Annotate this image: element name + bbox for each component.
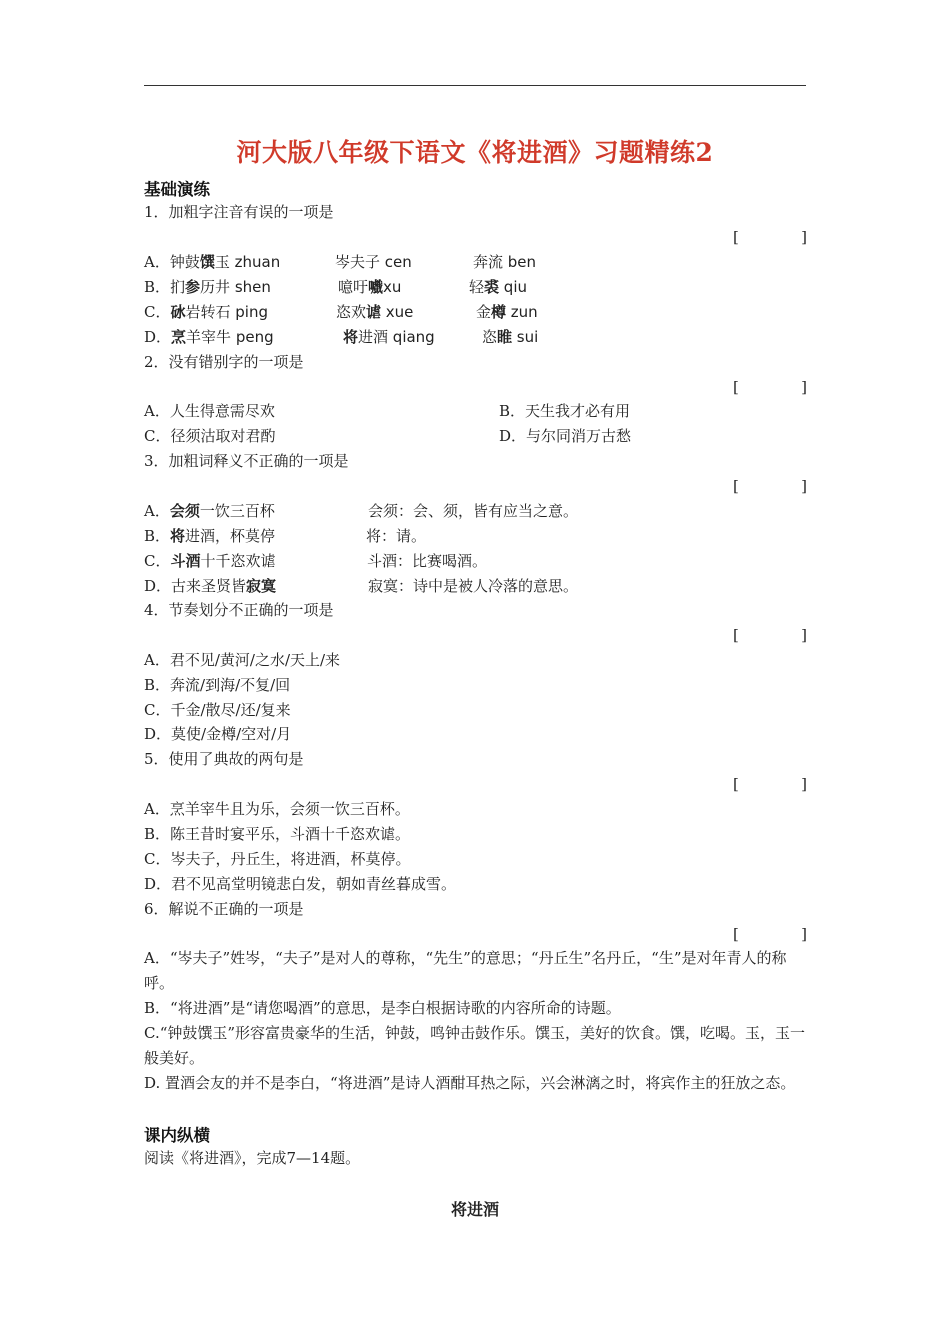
q2-option-c: C．径须沽取对君酌	[144, 427, 276, 445]
pinyin: ping	[235, 303, 268, 321]
bold-char: 参	[185, 278, 201, 296]
q6-option-a: A．“岑夫子”姓岑，“夫子”是对人的尊称，“先生”的意思；“丹丘生”名丹丘，“生”是对年青人的称呼。	[144, 949, 787, 992]
question-5-stem: 5．使用了典故的两句是	[144, 750, 304, 768]
q1-option-a	[144, 252, 280, 272]
q2-option-a: A．人生得意需尽欢	[144, 402, 275, 420]
text: 羊宰牛	[186, 328, 236, 346]
q1-option-b	[144, 277, 271, 297]
q5-option-c: C．岑夫子，丹丘生，将进酒，杯莫停。	[144, 850, 411, 868]
question-6-stem: 6．解说不正确的一项是	[144, 900, 304, 918]
q6-option-b: B．“将进酒”是“请您喝酒”的意思，是李白根据诗歌的内容所命的诗题。	[144, 999, 621, 1017]
pinyin: shen	[234, 278, 271, 296]
question-3-stem: 3．加粗词释义不正确的一项是	[144, 452, 349, 470]
q1-option-b-2	[338, 277, 401, 297]
bold-char: 谑	[366, 303, 382, 321]
pinyin: peng	[235, 328, 274, 346]
pinyin: xu	[383, 278, 402, 296]
q1-option-a-2	[335, 252, 412, 272]
text: 进酒，杯莫停	[185, 527, 276, 545]
q4-option-b: B．奔流/到海/不复/回	[144, 676, 291, 694]
bold-char: 樽	[491, 303, 507, 321]
question-1-stem: 1．加粗字注音有误的一项是	[144, 203, 334, 221]
text: B．扪	[144, 278, 186, 296]
text: 恣欢	[336, 303, 367, 321]
bracket-right: ]	[801, 626, 807, 644]
q6-option-c: C.“钟鼓馔玉”形容富贵豪华的生活，钟鼓，鸣钟击鼓作乐。馔玉，美好的饮食。馔，吃喝。玉，玉一般美好。	[144, 1024, 806, 1067]
bracket-left: [	[733, 378, 739, 396]
question-4-stem: 4．节奏划分不正确的一项是	[144, 601, 334, 619]
text: 一饮三百杯	[199, 502, 275, 520]
bold-word: 将	[170, 527, 186, 545]
text: 金	[476, 303, 492, 321]
text: 噫吁	[338, 278, 369, 296]
bold-char: 馔	[199, 253, 215, 271]
q2-option-d: D．与尔同消万古愁	[499, 427, 632, 445]
bracket-left: [	[733, 477, 739, 495]
bold-word: 会须	[169, 502, 200, 520]
text: C．	[144, 552, 171, 570]
pinyin: sui	[512, 328, 539, 346]
pinyin: qiu	[499, 278, 527, 296]
q3-option-d	[144, 576, 276, 596]
bold-word: 斗酒	[170, 552, 201, 570]
section-heading-reading: 课内纵横	[144, 1126, 210, 1145]
q3-option-c-explanation: 斗酒：比赛喝酒。	[367, 552, 488, 570]
text: 进酒	[358, 328, 393, 346]
q1-option-d-3	[482, 327, 538, 347]
bold-word: 寂寞	[246, 577, 277, 595]
bracket-right: ]	[801, 228, 807, 246]
q3-option-c	[144, 551, 276, 571]
bracket-right: ]	[801, 477, 807, 495]
bracket-right: ]	[801, 925, 807, 943]
q3-option-d-explanation: 寂寞：诗中是被人冷落的意思。	[368, 577, 579, 595]
bold-char: 砅	[170, 303, 186, 321]
poem-title: 将进酒	[450, 1200, 499, 1219]
text: D．古来圣贤皆	[144, 577, 247, 595]
q5-option-a: A．烹羊宰牛且为乐，会须一饮三百杯。	[144, 800, 410, 818]
q1-option-c-3	[476, 302, 538, 322]
text: 岑夫子	[335, 253, 385, 271]
reading-instruction: 阅读《将进酒》，完成7—14题。	[144, 1149, 361, 1167]
text: 岩转石	[185, 303, 236, 321]
text: 轻	[469, 278, 485, 296]
text: 奔流	[473, 253, 508, 271]
text: A．	[144, 502, 170, 520]
text: 恣	[482, 328, 498, 346]
pinyin: cen	[384, 253, 412, 271]
section-heading-basic: 基础演练	[144, 180, 210, 199]
text: C．	[144, 303, 171, 321]
q4-option-c: C．千金/散尽/还/复来	[144, 701, 291, 719]
document-title: 河大版八年级下语文《将进酒》习题精练2	[236, 138, 714, 167]
header-rule	[144, 85, 806, 86]
q2-option-b: B．天生我才必有用	[499, 402, 631, 420]
q4-option-a: A．君不见/黄河/之水/天上/来	[144, 651, 341, 669]
q4-option-d: D．莫使/金樽/空对/月	[144, 725, 292, 743]
text: B．	[144, 527, 171, 545]
q5-option-d: D．君不见高堂明镜悲白发，朝如青丝暮成雪。	[144, 875, 457, 893]
question-2-stem: 2．没有错别字的一项是	[144, 353, 304, 371]
bracket-left: [	[733, 775, 739, 793]
q1-option-d	[144, 327, 274, 347]
bracket-right: ]	[801, 378, 807, 396]
q3-option-b	[144, 526, 275, 546]
bracket-left: [	[733, 228, 739, 246]
bracket-left: [	[733, 925, 739, 943]
text: A．钟鼓	[144, 253, 200, 271]
text: 玉	[214, 253, 235, 271]
bold-char: 嚱	[368, 278, 384, 296]
text: D．	[144, 328, 172, 346]
q1-option-d-2	[343, 327, 435, 347]
pinyin: qiang	[392, 328, 435, 346]
bold-char: 睢	[497, 328, 513, 346]
q1-option-a-3	[473, 252, 536, 272]
bold-char: 烹	[171, 328, 187, 346]
pinyin: xue	[381, 303, 414, 321]
q1-option-c-2	[336, 302, 413, 322]
pinyin: zun	[506, 303, 538, 321]
q1-option-c	[144, 302, 268, 322]
q3-option-a	[144, 501, 275, 521]
q3-option-b-explanation: 将：请。	[366, 527, 427, 545]
q3-option-a-explanation: 会须：会、须，皆有应当之意。	[368, 502, 579, 520]
pinyin: ben	[507, 253, 537, 271]
q6-option-d: D. 置酒会友的并不是李白，“将进酒”是诗人酒酣耳热之际，兴会淋漓之时，将宾作主的狂放之态。	[144, 1074, 796, 1092]
text: 历井	[200, 278, 235, 296]
pinyin: zhuan	[234, 253, 281, 271]
bracket-right: ]	[801, 775, 807, 793]
bracket-left: [	[733, 626, 739, 644]
bold-char: 将	[343, 328, 359, 346]
q1-option-b-3	[469, 277, 527, 297]
q5-option-b: B．陈王昔时宴平乐，斗酒十千恣欢谑。	[144, 825, 411, 843]
bold-char: 裘	[484, 278, 500, 296]
text: 十千恣欢谑	[200, 552, 276, 570]
